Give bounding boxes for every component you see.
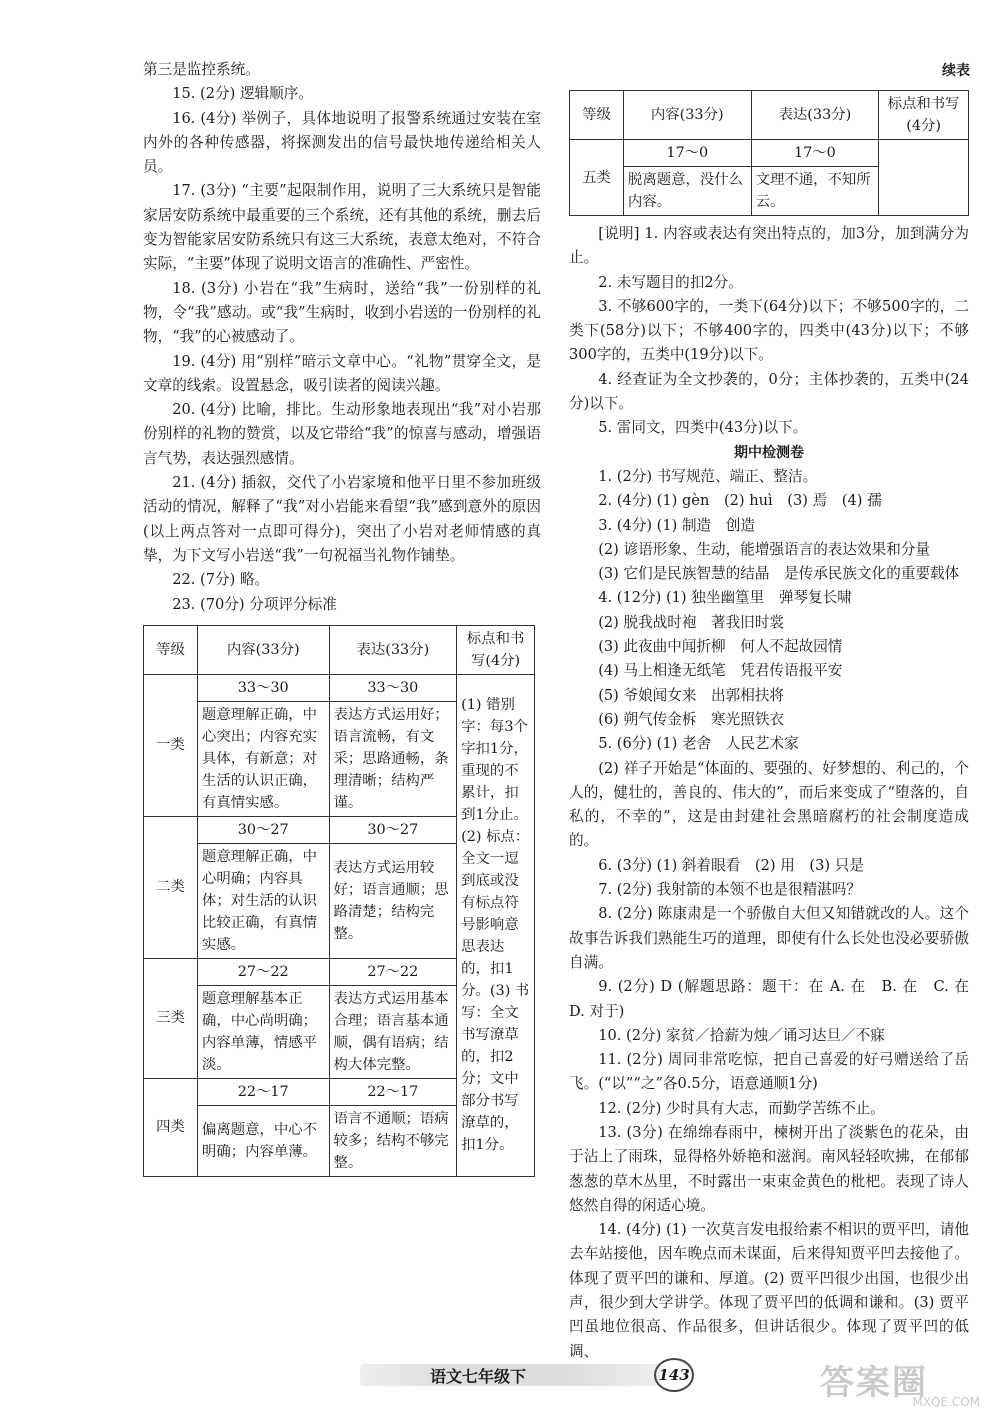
answer-paragraph: (2) 脱我战时袍 著我旧时裳 [598, 613, 785, 631]
page-number: 143 [654, 1358, 694, 1392]
answer-paragraph: 8. (2分) 陈康肃是一个骄傲自大但又知错就改的人。这个故事告诉我们熟能生巧的道理，即使有什么长处也没必要骄傲自满。 [569, 905, 969, 971]
expression-range-cell: 22～17 [329, 1078, 457, 1105]
left-answer-list [143, 58, 541, 617]
right-column [569, 58, 984, 1364]
watermark-logo [820, 1355, 990, 1409]
answer-paragraph: (5) 爷娘闻女来 出郭相扶将 [598, 686, 785, 704]
level-cell: 四类 [144, 1078, 198, 1176]
answer-paragraph: 11. (2分) 周同非常吃惊，把自己喜爱的好弓赠送给了岳飞。(“以”“之”各0.5分，语意通顺1分) [569, 1051, 969, 1093]
answer-paragraph: 3. (4分) (1) 制造 创造 [598, 516, 755, 534]
answer-paragraph: 21. (4分) 插叙，交代了小岩家境和他平日里不参加班级活动的情况，解释了“我”对小岩能来看望“我”感到意外的原因(以上两点答对一点即可得分)，突出了小岩对老师情感的真挚，为下文写小岩送“我”一句祝福当礼物作铺垫。 [143, 474, 541, 564]
answer-paragraph: 4. (12分) (1) 独坐幽篁里 弹琴复长啸 [598, 589, 852, 607]
expression-desc-cell: 表达方式运用较好；语言通顺；思路清楚；结构完整。 [329, 843, 457, 958]
answer-paragraph: 23. (70分) 分项评分标准 [172, 595, 337, 613]
watermark-text: 答案圈 [820, 1363, 928, 1403]
answer-paragraph: 9. (2分) D (解题思路：题干：在 A. 在 B. 在 C. 在 D. 对于) [569, 978, 984, 1020]
footer-title: 语文七年级下 [430, 1367, 527, 1386]
midterm-answer-list [569, 465, 984, 1364]
expression-desc-cell: 语言不通顺；语病较多；结构不够完整。 [329, 1105, 457, 1176]
answer-paragraph: 17. (3分) “主要”起限制作用，说明了三大系统只是智能家居安防系统中最重要的三个系统，还有其他的系统，删去后变为智能家居安防系统只有这三大系统，表意太绝对，不符合实际，“主要”体现了说明文语言的准确性、严密性。 [143, 182, 541, 273]
cont-expression-desc: 文理不通，不知所云。 [751, 167, 879, 216]
answer-paragraph: 22. (7分) 略。 [172, 571, 270, 589]
left-column [143, 58, 541, 1177]
answer-paragraph: 6. (3分) (1) 斜着眼看 (2) 用 (3) 只是 [598, 856, 864, 874]
grading-table [143, 625, 535, 1177]
continued-label: 续表 [942, 63, 970, 79]
answer-paragraph: 13. (3分) 在绵绵春雨中，楝树开出了淡紫色的花朵，由于沾上了雨珠，显得格外娇艳和滋润。南风轻轻吹拂，在郁郁葱葱的草木丛里，不时露出一束束金黄色的枇杷。表现了诗人悠然自得的闲适心境。 [569, 1123, 969, 1214]
cont-punctuation-cell [879, 140, 969, 216]
cont-header-expression: 表达(33分) [751, 91, 879, 140]
answer-paragraph: 18. (3分) 小岩在“我”生病时，送给“我”一份别样的礼物，令“我”感动。或“我”生病时，收到小岩送的一份别样的礼物，“我”的心被感动了。 [143, 279, 541, 346]
cont-range-row [570, 140, 969, 167]
note-paragraph: 5. 雷同文，四类中(43分)以下。 [598, 419, 808, 437]
answer-paragraph: (6) 朔气传金柝 寒光照铁衣 [598, 710, 785, 728]
scoring-notes [569, 222, 969, 441]
expression-range-cell: 27～22 [329, 958, 457, 985]
header-level: 等级 [144, 625, 198, 674]
answer-paragraph: 5. (6分) (1) 老舍 人民艺术家 [598, 735, 799, 753]
cont-header-content: 内容(33分) [623, 91, 751, 140]
answer-paragraph: 19. (4分) 用“别样”暗示文章中心。“礼物”贯穿全文，是文章的线索。设置悬念，吸引读者的阅读兴趣。 [143, 352, 541, 394]
answer-paragraph: 第三是监控系统。 [143, 61, 260, 78]
header-expression: 表达(33分) [329, 625, 457, 674]
content-range-cell: 30～27 [197, 816, 329, 843]
punctuation-rules-cell: (1) 错别字：每3个字扣1分，重现的不累计，扣到1分止。(2) 标点：全文一逗到底或没有标点符号影响意思表达的，扣1分。(3) 书写：全文书写潦草的，扣2分；文中部分书写潦草的，扣1分。 [457, 674, 535, 1176]
midterm-heading: 期中检测卷 [734, 444, 804, 461]
answer-paragraph: 16. (4分) 举例子，具体地说明了报警系统通过安装在室内外的各种传感器，将探测发出的信号最快地传递给相关人员。 [143, 109, 541, 176]
note-paragraph: [说明] 1. 内容或表达有突出特点的，加3分，加到满分为止。 [569, 225, 969, 267]
content-range-cell: 22～17 [197, 1078, 329, 1105]
level-cell: 三类 [144, 958, 198, 1078]
note-paragraph: 2. 未写题目的扣2分。 [598, 273, 743, 291]
grading-table-header [144, 625, 535, 674]
expression-range-cell: 33～30 [329, 674, 457, 701]
level-cell: 一类 [144, 674, 198, 816]
note-paragraph: 4. 经查证为全文抄袭的，0分；主体抄袭的，五类中(24分)以下。 [569, 370, 969, 413]
content-desc-cell: 题意理解基本正确，中心尚明确；内容单薄，情感平淡。 [197, 985, 329, 1078]
answer-paragraph: 20. (4分) 比喻，排比。生动形象地表现出“我”对小岩那份别样的礼物的赞赏，以及它带给“我”的惊喜与感动，增强语言气势，表达强烈感情。 [143, 401, 541, 467]
continued-table-header [570, 91, 969, 140]
answer-paragraph: 2. (4分) (1) gèn (2) huì (3) 焉 (4) 孺 [598, 492, 882, 510]
answer-paragraph: 12. (2分) 少时具有大志，而勤学苦练不止。 [598, 1099, 885, 1117]
answer-paragraph: (3) 此夜曲中闻折柳 何人不起故园情 [598, 638, 843, 656]
continued-grading-table [569, 90, 969, 216]
content-range-cell: 27～22 [197, 958, 329, 985]
answer-paragraph: (3) 它们是民族智慧的结晶 是传承民族文化的重要载体 [598, 565, 960, 583]
note-paragraph: 3. 不够600字的，一类下(64分)以下；不够500字的，二类下(58分)以下；不够400字的，四类中(43分)以下；不够300字的，五类中(19分)以下。 [569, 297, 969, 364]
answer-paragraph: (4) 马上相逢无纸笔 凭君传语报平安 [598, 662, 843, 680]
answer-paragraph: 14. (4分) (1) 一次莫言发电报给素不相识的贾平凹，请他去车站接他，因车晚点而未谋面，后来得知贾平凹去接他了。体现了贾平凹的谦和、厚道。(2) 贾平凹很少出国，也很少出声，很少到大学讲学。体现了贾平凹的低调和谦和。(3) 贾平凹虽地位很高、作品很多，但讲话很少。体现了贾平凹的低调、 [569, 1221, 969, 1360]
expression-range-cell: 30～27 [329, 816, 457, 843]
content-desc-cell: 偏离题意，中心不明确；内容单薄。 [197, 1105, 329, 1176]
expression-desc-cell: 表达方式运用好；语言流畅，有文采；思路通畅，条理清晰；结构严谨。 [329, 701, 457, 816]
page-footer [360, 1356, 720, 1396]
cont-expression-range: 17～0 [751, 140, 879, 167]
header-content: 内容(33分) [197, 625, 329, 674]
cont-header-punctuation: 标点和书写(4分) [879, 91, 969, 140]
content-range-cell: 33～30 [197, 674, 329, 701]
cont-content-range: 17～0 [623, 140, 751, 167]
answer-paragraph: 15. (2分) 逻辑顺序。 [172, 85, 313, 103]
answer-paragraph: 1. (2分) 书写规范、端正、整洁。 [598, 467, 818, 485]
grade-range-row [144, 674, 535, 701]
watermark-url: MXQE.COM [912, 1395, 980, 1409]
answer-paragraph: (2) 谚语形象、生动，能增强语言的表达效果和分量 [598, 540, 930, 558]
level-cell: 二类 [144, 816, 198, 958]
expression-desc-cell: 表达方式运用基本合理；语言基本通顺，偶有语病；结构大体完整。 [329, 985, 457, 1078]
content-desc-cell: 题意理解正确，中心明确；内容具体；对生活的认识比较正确，有真情实感。 [197, 843, 329, 958]
answer-paragraph: 10. (2分) 家贫／拾薪为烛／诵习达旦／不寐 [598, 1026, 885, 1044]
cont-content-desc: 脱离题意，没什么内容。 [623, 167, 751, 216]
answer-paragraph: (2) 祥子开始是“体面的、要强的、好梦想的、利己的，个人的，健壮的，善良的、伟大的”，而后来变成了“堕落的，自私的，不幸的”，这是由封建社会黑暗腐朽的社会制度造成的。 [569, 759, 969, 850]
answer-paragraph: 7. (2分) 我射箭的本领不也是很精湛吗？ [598, 881, 861, 899]
header-punctuation: 标点和书写(4分) [457, 625, 535, 674]
cont-level-cell: 五类 [570, 140, 624, 216]
content-desc-cell: 题意理解正确，中心突出；内容充实具体，有新意；对生活的认识正确，有真情实感。 [197, 701, 329, 816]
cont-header-level: 等级 [570, 91, 624, 140]
